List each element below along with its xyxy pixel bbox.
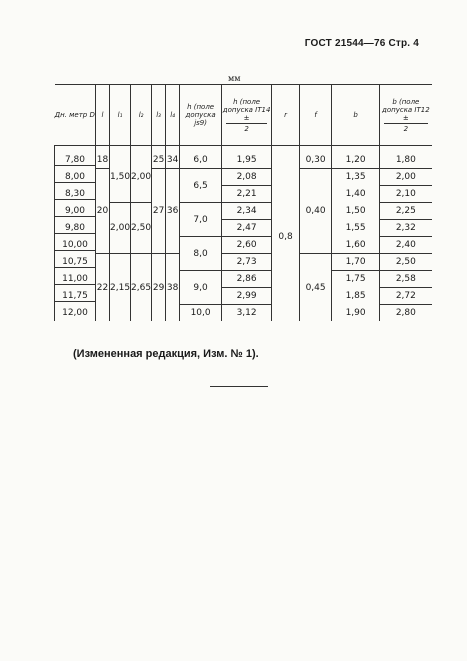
page-header: ГОСТ 21544—76 Стр. 4 xyxy=(304,38,419,49)
col-header-h-tolerance-top: h (поле допуска IT14 xyxy=(222,97,271,114)
col-header-h-tolerance xyxy=(222,85,272,146)
revision-note: (Измененная редакция, Изм. № 1). xyxy=(73,348,259,360)
col-header-l: l xyxy=(96,85,110,146)
cell-f: 0,45 xyxy=(300,254,332,322)
cell-l2: 2,00 xyxy=(131,146,152,203)
col-header-r: r xyxy=(272,85,300,146)
cell-b2: 2,40 xyxy=(380,237,432,254)
col-header-h: h (поле допуска js9) xyxy=(180,85,222,146)
cell-b: 1,35 xyxy=(332,169,380,186)
cell-h2: 2,86 xyxy=(222,271,272,288)
cell-b: 1,50 xyxy=(332,203,380,220)
cell-h2: 2,08 xyxy=(222,169,272,186)
cell-h: 6,5 xyxy=(180,169,222,203)
col-header-b-tolerance-top: b (поле допуска IT12 xyxy=(382,97,430,114)
col-header-b-tolerance-den: 2 xyxy=(384,123,428,133)
table-header-row xyxy=(55,85,432,146)
cell-l3: 25 xyxy=(152,146,166,169)
cell-b2: 2,80 xyxy=(380,305,432,322)
cell-h2: 2,21 xyxy=(222,186,272,203)
col-header-l1: l₁ xyxy=(110,85,131,146)
cell-b2: 2,50 xyxy=(380,254,432,271)
cell-h: 6,0 xyxy=(180,146,222,169)
cell-f: 0,30 xyxy=(300,146,332,169)
col-header-l2: l₂ xyxy=(131,85,152,146)
col-header-b-tolerance xyxy=(380,85,432,146)
cell-dn: 9,80 xyxy=(55,220,96,237)
dimensions-table xyxy=(54,84,432,321)
cell-h2: 2,73 xyxy=(222,254,272,271)
cell-b: 1,40 xyxy=(332,186,380,203)
cell-dn: 11,00 xyxy=(55,271,96,288)
table-row xyxy=(55,146,432,169)
cell-r: 0,8 xyxy=(272,146,300,322)
cell-b: 1,90 xyxy=(332,305,380,322)
cell-b2: 2,00 xyxy=(380,169,432,186)
col-header-h-tolerance-sign: ± xyxy=(243,113,250,122)
col-header-b: b xyxy=(332,85,380,146)
cell-l1: 1,50 xyxy=(110,146,131,203)
cell-l3: 29 xyxy=(152,254,166,322)
cell-b: 1,20 xyxy=(332,146,380,169)
separator-rule xyxy=(210,386,268,387)
col-header-b-tolerance-sign: ± xyxy=(402,113,409,122)
cell-l2: 2,50 xyxy=(131,203,152,254)
cell-b: 1,55 xyxy=(332,220,380,237)
cell-dn: 11,75 xyxy=(55,288,96,305)
cell-dn: 10,75 xyxy=(55,254,96,271)
col-header-f: f xyxy=(300,85,332,146)
cell-h2: 3,12 xyxy=(222,305,272,322)
col-header-l3: l₃ xyxy=(152,85,166,146)
cell-l1: 2,15 xyxy=(110,254,131,322)
cell-b2: 2,32 xyxy=(380,220,432,237)
cell-dn: 7,80 xyxy=(55,146,96,169)
cell-b2: 2,25 xyxy=(380,203,432,220)
cell-l4: 38 xyxy=(166,254,180,322)
cell-l3: 27 xyxy=(152,169,166,254)
cell-b2: 2,72 xyxy=(380,288,432,305)
cell-h2: 2,34 xyxy=(222,203,272,220)
cell-dn: 12,00 xyxy=(55,305,96,322)
cell-l: 22 xyxy=(96,254,110,322)
cell-h2: 2,47 xyxy=(222,220,272,237)
col-header-l4: l₄ xyxy=(166,85,180,146)
cell-b2: 2,10 xyxy=(380,186,432,203)
col-header-h-tolerance-den: 2 xyxy=(226,123,267,133)
cell-l4: 36 xyxy=(166,169,180,254)
cell-dn: 10,00 xyxy=(55,237,96,254)
cell-l4: 34 xyxy=(166,146,180,169)
cell-h: 9,0 xyxy=(180,271,222,305)
cell-b: 1,85 xyxy=(332,288,380,305)
cell-f: 0,40 xyxy=(300,169,332,254)
cell-b: 1,75 xyxy=(332,271,380,288)
cell-h2: 2,60 xyxy=(222,237,272,254)
cell-h: 8,0 xyxy=(180,237,222,271)
cell-b2: 1,80 xyxy=(380,146,432,169)
cell-h2: 1,95 xyxy=(222,146,272,169)
cell-h: 10,0 xyxy=(180,305,222,322)
cell-l: 18 xyxy=(96,146,110,169)
units-label: мм xyxy=(228,74,241,83)
cell-h: 7,0 xyxy=(180,203,222,237)
cell-l2: 2,65 xyxy=(131,254,152,322)
table-row xyxy=(55,254,432,271)
cell-b: 1,70 xyxy=(332,254,380,271)
cell-b: 1,60 xyxy=(332,237,380,254)
cell-dn: 8,00 xyxy=(55,169,96,186)
cell-h2: 2,99 xyxy=(222,288,272,305)
cell-b2: 2,58 xyxy=(380,271,432,288)
col-header-dn: Дн. метр D xyxy=(55,85,96,146)
cell-dn: 8,30 xyxy=(55,186,96,203)
table-row xyxy=(55,203,432,220)
cell-l: 20 xyxy=(96,169,110,254)
cell-l1: 2,00 xyxy=(110,203,131,254)
cell-dn: 9,00 xyxy=(55,203,96,220)
